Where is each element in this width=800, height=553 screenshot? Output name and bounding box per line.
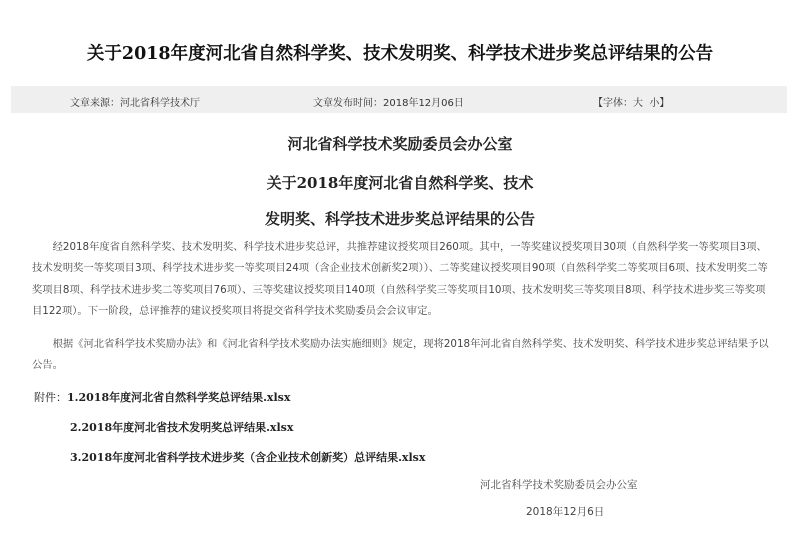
font-small-button[interactable]: 小 <box>649 98 660 109</box>
notice-heading-line-1: 关于2018年度河北省自然科学奖、技术 <box>266 174 534 192</box>
font-size-control <box>593 94 669 109</box>
font-size-bracket: 】 <box>659 98 670 109</box>
article-publish-date: 文章发布时间：2018年12月06日 <box>313 98 464 109</box>
page-title: 关于2018年度河北省自然科学奖、技术发明奖、科学技术进步奖总评结果的公告 <box>86 44 714 64</box>
article-source: 文章来源：河北省科学技术厅 <box>70 98 200 109</box>
attachment-row-2 <box>70 419 293 435</box>
attachment-row-3 <box>70 449 425 465</box>
font-size-label: 【字体： <box>593 98 633 109</box>
attachment-link-technology-invention[interactable]: 2.2018年度河北省技术发明奖总评结果.xlsx <box>70 421 294 434</box>
attachment-row-1 <box>34 389 290 405</box>
attachment-link-natural-science[interactable]: 1.2018年度河北省自然科学奖总评结果.xlsx <box>67 391 291 404</box>
article-meta-bar <box>11 86 787 113</box>
issuer-heading: 河北省科学技术奖励委员会办公室 <box>287 135 513 153</box>
font-large-button[interactable]: 大 <box>633 98 643 109</box>
body-paragraph-2: 根据《河北省科学技术奖励办法》和《河北省科学技术奖励办法实施细则》规定，现将2018年河北省自然科学奖、技术发明奖、科学技术进步奖总评结果予以公告。 <box>32 338 769 372</box>
signature-org: 河北省科学技术奖励委员会办公室 <box>480 479 638 491</box>
attachment-link-sci-tech-progress[interactable]: 3.2018年度河北省科学技术进步奖（含企业技术创新奖）总评结果.xlsx <box>70 451 426 464</box>
attachment-prefix: 附件： <box>34 391 67 404</box>
signature-date: 2018年12月6日 <box>526 506 605 518</box>
body-paragraph-1: 经2018年度省自然科学奖、技术发明奖、科学技术进步奖总评，共推荐建议授奖项目260项。其中，一等奖建议授奖项目30项（自然科学奖一等奖项目3项、技术发明奖一等奖项目3项、科学技术进步奖一等奖项目24项（含企业技术创新奖2项））、二等奖建议授奖项目90项（自然科学奖二等奖项目6项、技术发明奖二等奖项目8项、科学技术进步奖二等奖项目76项）、三等奖建议授奖项目140项（自然科学奖三等奖项目10项、技术发明奖三等奖项目8项、科学技术进步奖三等奖项目122项）。下一阶段，总评推荐的建议授奖项目将提交省科学技术奖励委员会会议审定。 <box>32 241 768 317</box>
notice-heading-line-2: 发明奖、科学技术进步奖总评结果的公告 <box>264 210 535 228</box>
